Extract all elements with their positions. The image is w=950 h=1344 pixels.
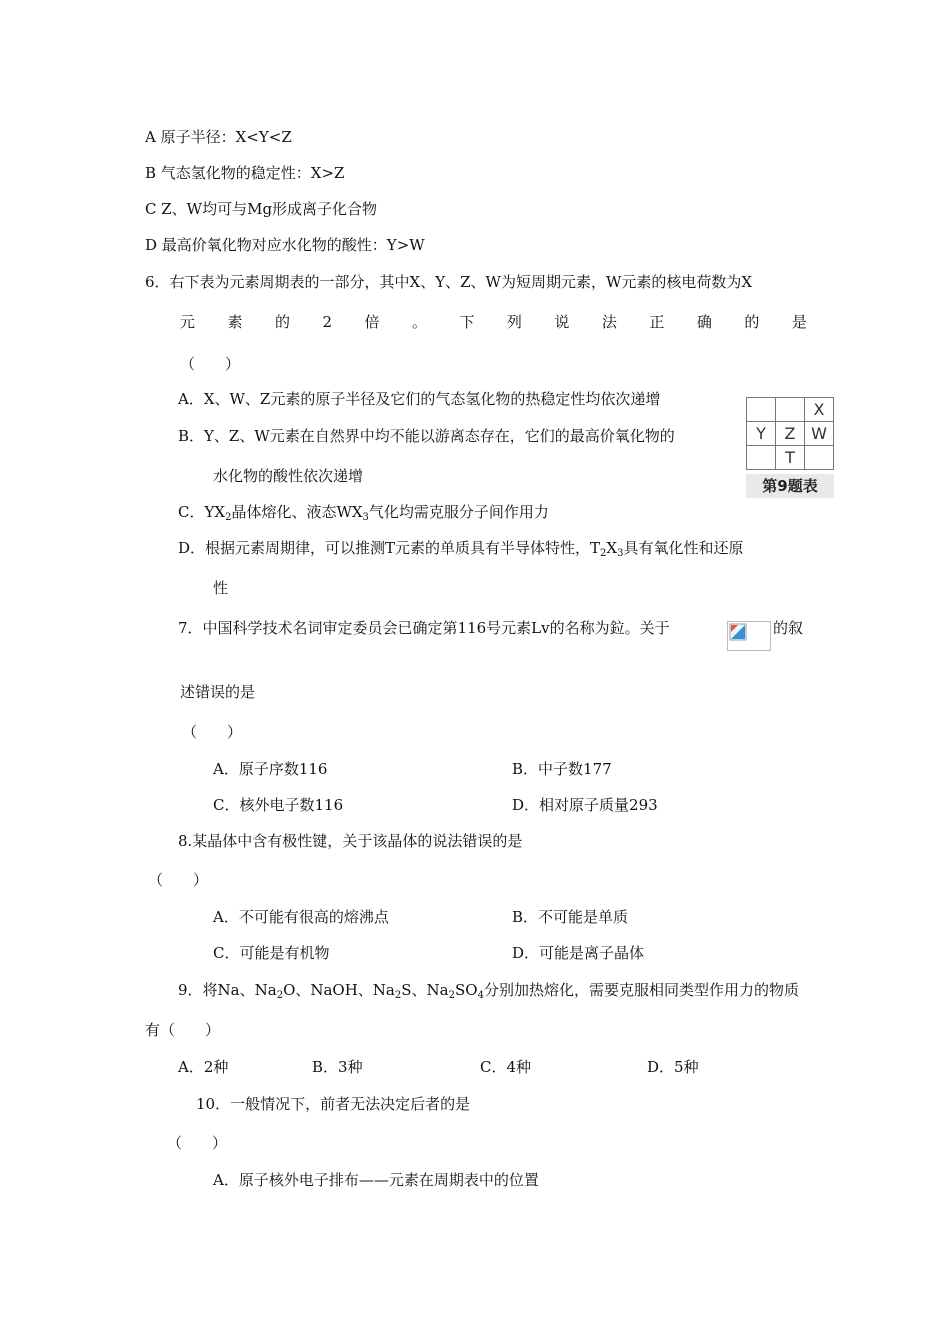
broken-image-icon [727,621,771,651]
table-caption: 第9题表 [746,474,834,498]
prev-option-a: A 原子半径：X<Y<Z [145,128,292,146]
q6-option-b-line2: 水化物的酸性依次递增 [213,467,364,485]
q6-stem-line2: 元 素 的 2 倍 。 下 列 说 法 正 确 的 是 [180,313,807,331]
q10-answer-paren: （ ） [167,1134,228,1152]
q6-option-c: C．$YX_2$晶体熔化、液态$WX_3$气化均需克服分子间作用力 [178,503,549,523]
q10-stem: 10．一般情况下，前者无法决定后者的是 [196,1095,471,1113]
q7-stem-line2: 述错误的是 [180,683,256,701]
q8-stem: 8.某晶体中含有极性键，关于该晶体的说法错误的是 [178,832,523,850]
q7-option-b: B．中子数177 [512,760,612,778]
q7-stem-line1-tail: 的叙 [773,619,804,637]
q9-option-d: D．5种 [647,1058,699,1076]
q7-option-c: C．核外电子数116 [213,796,344,814]
table-cell: Z [776,422,805,446]
q6-option-d-line1: D．根据元素周期律，可以推测T元素的单质具有半导体特性，$T_2X_3$具有氧化性和还原 [178,539,744,559]
prev-option-d: D 最高价氧化物对应水化物的酸性：Y>W [145,236,425,254]
prev-option-b: B 气态氢化物的稳定性：X>Z [145,164,345,182]
q7-option-a: A．原子序数116 [213,760,328,778]
q6-answer-paren: （ ） [180,355,241,373]
q10-option-a: A．原子核外电子排布——元素在周期表中的位置 [213,1171,539,1189]
q8-answer-paren: （ ） [148,871,209,889]
table-cell [776,398,805,422]
table-cell: X [805,398,834,422]
q6-option-a: A．X、W、Z元素的原子半径及它们的气态氢化物的热稳定性均依次递增 [178,390,661,408]
q8-option-c: C．可能是有机物 [213,944,330,962]
table-cell: Y [747,422,776,446]
q6-stem-line1: 6．右下表为元素周期表的一部分，其中X、Y、Z、W为短周期元素，W元素的核电荷数为X [145,273,753,291]
table-cell: T [776,446,805,470]
q6-option-b-line1: B．Y、Z、W元素在自然界中均不能以游离态存在，它们的最高价氧化物的 [178,427,675,445]
q7-answer-paren: （ ） [182,723,243,741]
q9-option-c: C．4种 [480,1058,532,1076]
q9-stem-line2: 有（ ） [145,1021,221,1039]
prev-option-c: C Z、W均可与Mg形成离子化合物 [145,200,378,218]
q8-option-d: D．可能是离子晶体 [512,944,645,962]
q9-stem-line1: 9．将Na、$Na_2O$、NaOH、$Na_2S$、$Na_2SO_4$分别加热熔化，需要克服相同类型作用力的物质 [178,981,799,1001]
q7-stem-line1: 7．中国科学技术名词审定委员会已确定第116号元素Lv的名称为鉝。关于 [178,619,670,637]
q9-option-b: B．3种 [312,1058,363,1076]
table-cell [747,398,776,422]
q7-option-d: D．相对原子质量293 [512,796,658,814]
q9-option-a: A．2种 [178,1058,229,1076]
table-cell: W [805,422,834,446]
table-cell [805,446,834,470]
q6-option-d-line2: 性 [213,579,229,597]
periodic-table-fragment [746,397,834,470]
table-cell [747,446,776,470]
q8-option-b: B．不可能是单质 [512,908,629,926]
q8-option-a: A．不可能有很高的熔沸点 [213,908,389,926]
